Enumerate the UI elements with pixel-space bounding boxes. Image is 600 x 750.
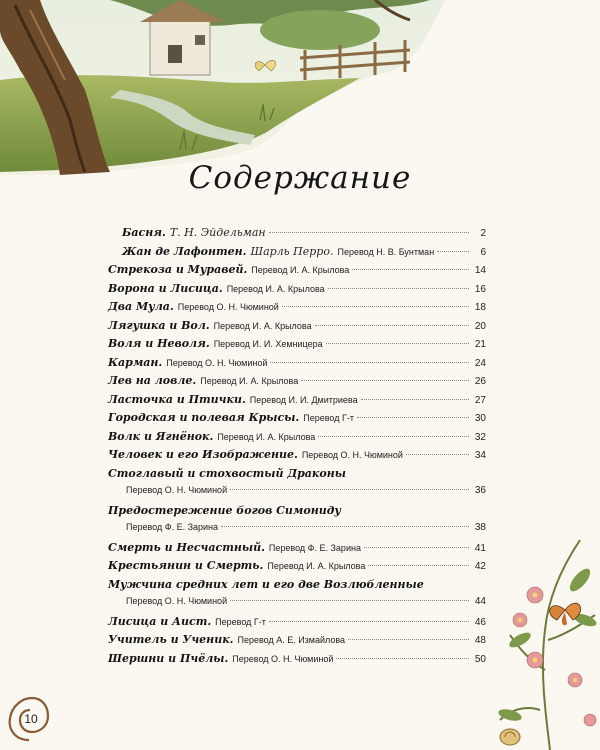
- toc-entry-page: 36: [474, 485, 486, 496]
- toc-entry-title: Учитель и Ученик.: [108, 633, 234, 646]
- toc-entry: [108, 596, 486, 615]
- toc-leader-dots: [318, 436, 469, 437]
- toc-entry-translator: Перевод Г-т: [303, 413, 354, 423]
- toc-leader-dots: [352, 269, 469, 270]
- toc-entry-title: Жан де Лафонтен.: [122, 244, 247, 258]
- toc-entry: [108, 633, 486, 652]
- toc-entry-page: 24: [474, 357, 486, 369]
- toc-entry-page: 48: [474, 635, 486, 646]
- toc-entry-title: Два Мула.: [108, 300, 174, 313]
- toc-entry-page: 46: [474, 616, 486, 628]
- toc-entry-title: Лягушка и Вол.: [108, 318, 210, 332]
- toc-entry-title: Шершни и Пчёлы.: [108, 651, 229, 665]
- toc-entry-translator: Перевод О. Н. Чюминой: [301, 450, 403, 460]
- toc-entry-title: Стрекоза и Муравей.: [108, 263, 248, 276]
- toc-entry: [108, 541, 486, 560]
- top-illustration: [0, 0, 600, 180]
- toc-entry-page: 20: [474, 320, 486, 332]
- toc-entry-title: Ласточка и Птички.: [108, 392, 246, 406]
- toc-entry-title: Ворона и Лисица.: [108, 281, 223, 295]
- toc-entry-title: Стоглавый и стохвостый Драконы: [108, 466, 346, 480]
- toc-entry: [108, 578, 486, 597]
- toc-entry-page: 14: [474, 265, 486, 276]
- toc-leader-dots: [406, 454, 469, 455]
- toc-entry-translator: Перевод И. А. Крылова: [213, 320, 312, 331]
- toc-leader-dots: [348, 639, 469, 640]
- toc-entry: [108, 393, 486, 412]
- toc-entry-page: 42: [474, 561, 486, 572]
- toc-leader-dots: [361, 399, 469, 400]
- toc-entry: [108, 245, 486, 264]
- toc-entry-page: 26: [474, 376, 486, 387]
- toc-entry: [108, 485, 486, 504]
- toc-entry: [108, 430, 486, 449]
- toc-leader-dots: [301, 380, 469, 381]
- toc-entry-title: Лев на ловле.: [108, 374, 197, 387]
- toc-entry: [108, 337, 486, 356]
- toc-entry-title: Городская и полевая Крысы.: [108, 411, 300, 424]
- toc-entry-title: Предостережение богов Симониду: [108, 503, 341, 517]
- toc-entry-translator: Перевод О. Н. Чюминой: [177, 302, 279, 312]
- toc-entry: [108, 282, 486, 301]
- toc-leader-dots: [364, 547, 469, 548]
- toc-entry-translator: Перевод И. И. Хемницера: [213, 339, 323, 349]
- toc-entry-author: Шарль Перро.: [250, 244, 334, 258]
- toc-entry-title: Басня.: [122, 226, 166, 239]
- toc-entry: [108, 615, 486, 634]
- toc-leader-dots: [357, 417, 469, 418]
- toc-entry: [108, 300, 486, 319]
- toc-entry: [108, 319, 486, 338]
- toc-entry-translator: Перевод О. Н. Чюминой: [232, 653, 334, 664]
- toc-leader-dots: [437, 251, 469, 252]
- toc-entry-title: Крестьянин и Смерть.: [108, 559, 264, 572]
- toc-leader-dots: [269, 621, 469, 622]
- toc-entry-title: Волк и Ягнёнок.: [108, 429, 214, 443]
- toc-leader-dots: [270, 362, 469, 363]
- toc-leader-dots: [328, 288, 469, 289]
- toc-leader-dots: [368, 565, 469, 566]
- toc-entry: [108, 226, 486, 245]
- toc-entry-page: 38: [474, 522, 486, 533]
- toc-entry-translator: Перевод И. А. Крылова: [267, 561, 366, 571]
- toc-entry-title: Карман.: [108, 355, 163, 369]
- toc-leader-dots: [282, 306, 469, 307]
- toc-entry: [108, 559, 486, 578]
- toc-entry-page: 32: [474, 431, 486, 443]
- toc-entry-translator: Перевод Н. В. Бунтман: [337, 246, 435, 257]
- toc-entry-page: 44: [474, 596, 486, 607]
- toc-entry: [108, 374, 486, 393]
- toc-entry-page: 27: [474, 394, 486, 406]
- toc-entry-translator: Перевод Г-т: [215, 616, 266, 627]
- toc-leader-dots: [230, 489, 469, 490]
- toc-entry-translator: Перевод О. Н. Чюминой: [126, 596, 228, 606]
- toc-leader-dots: [230, 600, 469, 601]
- toc-entry-page: 21: [474, 339, 486, 350]
- toc-entry-page: 50: [474, 653, 486, 665]
- toc-entry-translator: Перевод Ф. Е. Зарина: [126, 522, 219, 532]
- toc-leader-dots: [269, 232, 469, 233]
- page-number: 10: [24, 712, 38, 726]
- toc-entry: [108, 448, 486, 467]
- toc-leader-dots: [336, 658, 469, 659]
- toc-entry-author: Т. Н. Эйдельман: [169, 226, 266, 239]
- toc-entry-translator: Перевод И. А. Крылова: [200, 376, 299, 386]
- toc-entry-translator: Перевод И. А. Крылова: [251, 265, 350, 275]
- toc-leader-dots: [315, 325, 469, 326]
- toc-entry-page: 18: [474, 302, 486, 313]
- table-of-contents: [108, 226, 486, 670]
- toc-entry-page: 16: [474, 283, 486, 295]
- toc-entry-title: Воля и Неволя.: [108, 337, 210, 350]
- toc-entry: [108, 263, 486, 282]
- toc-entry: [108, 356, 486, 375]
- toc-leader-dots: [221, 526, 469, 527]
- toc-entry-title: Смерть и Несчастный.: [108, 540, 265, 554]
- toc-entry-page: 2: [480, 228, 486, 239]
- toc-entry-translator: Перевод О. Н. Чюминой: [166, 357, 268, 368]
- page-title: Содержание: [188, 160, 412, 196]
- toc-entry-translator: Перевод Ф. Е. Зарина: [268, 542, 361, 553]
- toc-entry: [108, 522, 486, 541]
- toc-entry-page: 41: [474, 542, 486, 554]
- toc-entry: [108, 504, 486, 523]
- toc-entry: [108, 652, 486, 671]
- toc-entry-translator: Перевод И. И. Дмитриева: [249, 394, 358, 405]
- toc-entry-page: 6: [480, 246, 486, 258]
- toc-entry-page: 34: [474, 450, 486, 461]
- corner-flower-illustration: [490, 520, 600, 750]
- toc-entry-translator: Перевод И. А. Крылова: [217, 431, 316, 442]
- toc-entry-title: Человек и его Изображение.: [108, 448, 298, 461]
- toc-entry: [108, 411, 486, 430]
- toc-entry-translator: Перевод О. Н. Чюминой: [126, 485, 228, 495]
- toc-entry-translator: Перевод И. А. Крылова: [226, 283, 325, 294]
- toc-leader-dots: [326, 343, 469, 344]
- toc-entry-title: Лисица и Аист.: [108, 614, 212, 628]
- toc-entry: [108, 467, 486, 486]
- toc-entry-page: 30: [474, 413, 486, 424]
- toc-entry-translator: Перевод А. Е. Измайлова: [237, 635, 346, 645]
- toc-entry-title: Мужчина средних лет и его две Возлюбленные: [108, 577, 424, 591]
